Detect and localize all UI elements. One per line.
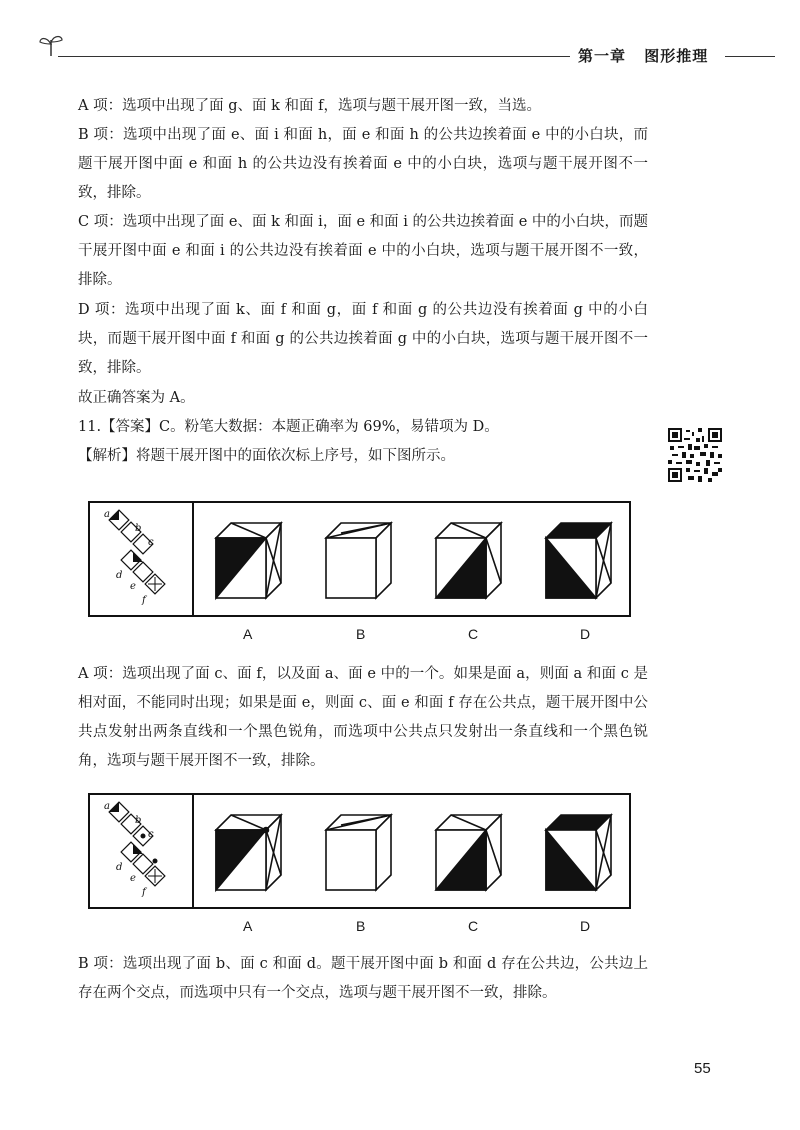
running-header (578, 45, 720, 66)
paragraph-d-item: D 项：选项中出现了面 k、面 f 和面 g，面 f 和面 g 的公共边没有挨着面 g 中的小白块，而题干展开图中面 f 和面 g 的公共边挨着面 g 中的小白块，选项与题干展开图不一致，排除。 (78, 302, 648, 376)
paragraph-b-item: B 项：选项中出现了面 e、面 i 和面 h，面 e 和面 h 的公共边挨着面 e 中的小白块，而题干展开图中面 e 和面 h 的公共边没有挨着面 e 中的小白块，选项与题干展开图不一致，排除。 (78, 127, 648, 201)
qr-code[interactable] (668, 428, 722, 482)
svg-text:a: a (104, 509, 110, 520)
header-rule (58, 56, 570, 57)
option-label-a: A (243, 626, 253, 642)
unfolded-net-figure-1 (90, 503, 194, 615)
option-label-d-2: D (580, 918, 591, 934)
cube-options-figure-2 (196, 795, 631, 907)
svg-text:a: a (104, 801, 110, 812)
chapter-label: 第一章 (578, 47, 627, 65)
unfolded-net-figure-2 (90, 795, 194, 907)
paragraph-a-item: A 项：选项中出现了面 g、面 k 和面 f，选项与题干展开图一致，当选。 (78, 98, 541, 114)
svg-text:f: f (142, 595, 146, 606)
svg-text:b: b (135, 523, 142, 534)
option-label-c: C (468, 626, 479, 642)
paragraph-b-item-2: B 项：选项出现了面 b、面 c 和面 d。题干展开图中面 b 和面 d 存在公共边，公共边上存在两个交点，而选项中只有一个交点，选项与题干展开图不一致，排除。 (78, 956, 648, 1001)
svg-text:e: e (130, 873, 136, 884)
header-rule-right (725, 56, 775, 57)
cube-options-figure-1 (196, 503, 631, 615)
figure-2-labels (88, 918, 631, 938)
paragraph-analysis: 【解析】将题干展开图中的面依次标上序号，如下图所示。 (78, 448, 455, 464)
figure-1 (88, 501, 631, 617)
svg-text:b: b (135, 815, 142, 826)
option-label-b-2: B (356, 918, 366, 934)
paragraph-conclusion: 故正确答案为 A。 (78, 390, 195, 406)
option-label-c-2: C (468, 918, 479, 934)
option-label-b: B (356, 626, 366, 642)
figure-2 (88, 793, 631, 909)
option-label-d: D (580, 626, 591, 642)
paragraph-answer: 11.【答案】C。粉笔大数据：本题正确率为 69%，易错项为 D。 (78, 419, 499, 435)
paragraph-c-item: C 项：选项中出现了面 e、面 k 和面 i，面 e 和面 i 的公共边挨着面 e 中的小白块，而题干展开图中面 e 和面 i 的公共边没有挨着面 e 中的小白块，选项与题干展开图不一致，排除。 (78, 214, 648, 288)
svg-text:e: e (130, 581, 136, 592)
svg-text:d: d (116, 570, 123, 581)
svg-text:f: f (142, 887, 146, 898)
option-label-a-2: A (243, 918, 253, 934)
section-label: 图形推理 (644, 47, 709, 65)
paragraph-a-item-2: A 项：选项出现了面 c、面 f，以及面 a、面 e 中的一个。如果是面 a，则面 a 和面 c 是相对面，不能同时出现；如果是面 e，则面 c、面 e 和面 f 存在公共点，题干展开图中公共点发射出两条直线和一个黑色锐角，而选项中公共点只发射出一条直线和一个黑色锐角，选项与题干展开图不一致，排除。 (78, 666, 648, 769)
figure-1-labels (88, 626, 631, 646)
svg-text:c: c (148, 537, 154, 548)
page-number: 55 (694, 1060, 711, 1077)
svg-text:c: c (148, 829, 154, 840)
svg-text:d: d (116, 862, 123, 873)
